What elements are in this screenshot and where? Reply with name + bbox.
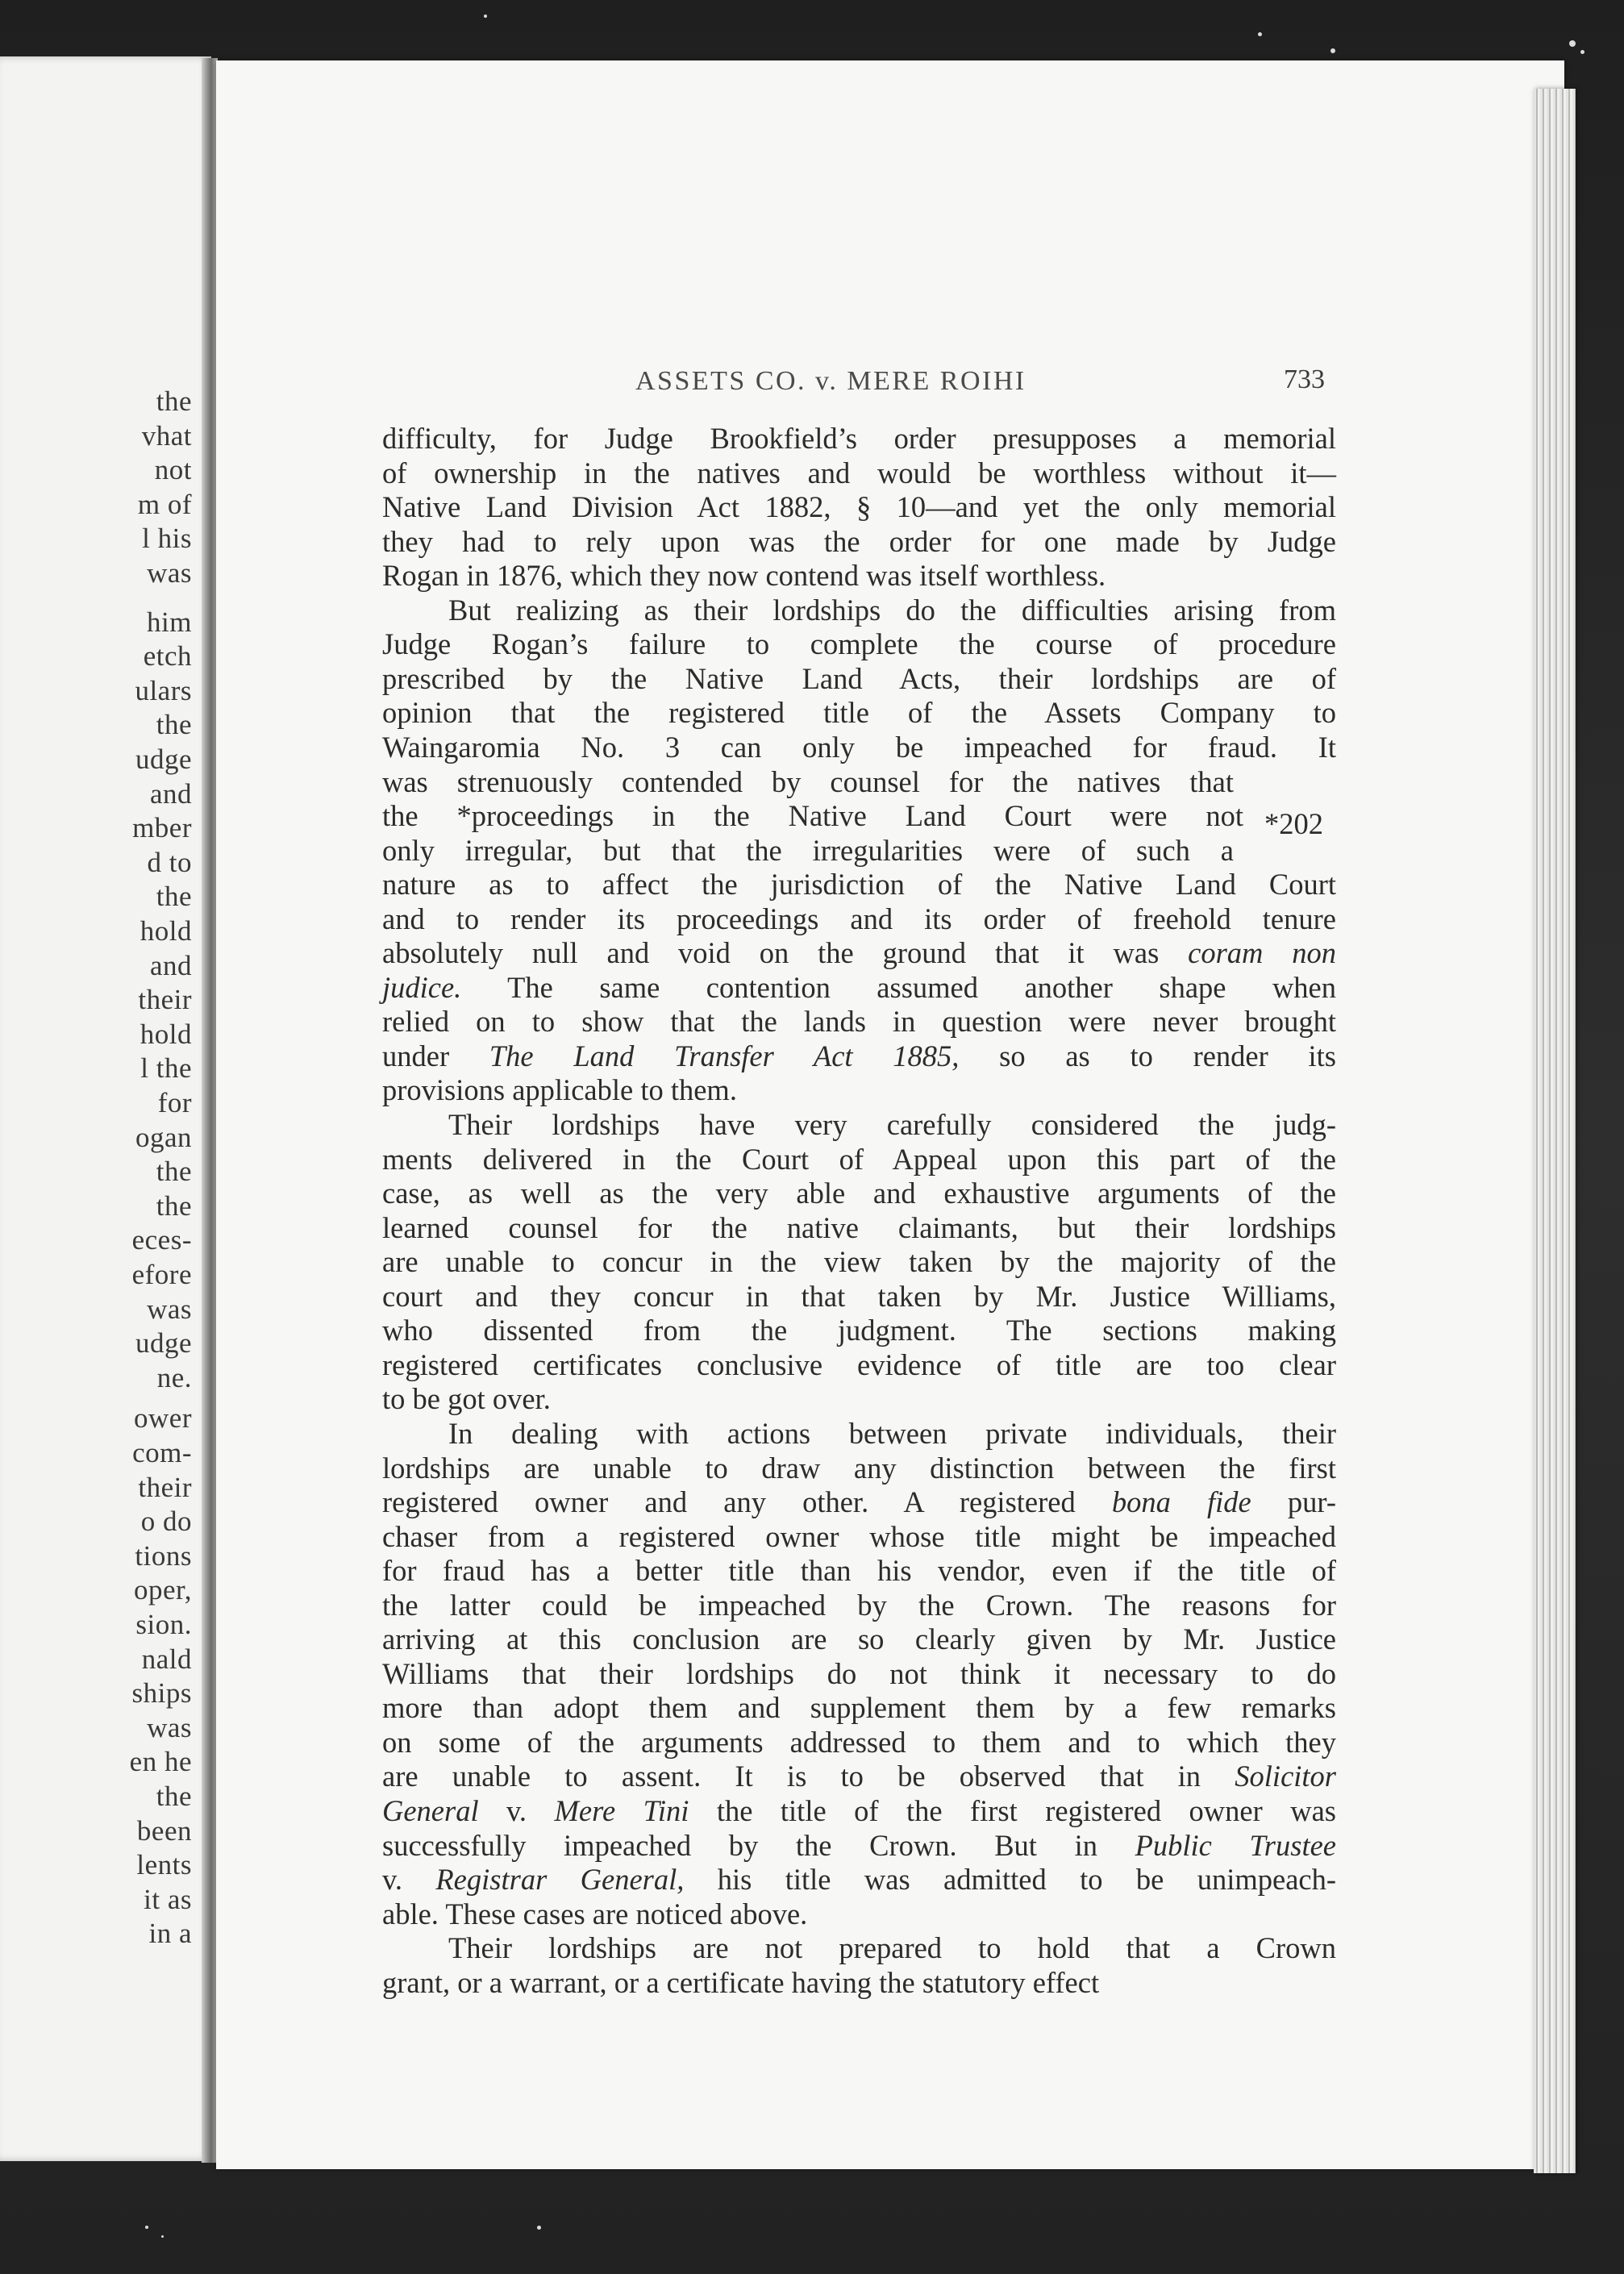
body-line: and to render its proceedings and its order of freehold tenure [382, 902, 1336, 935]
left-page-fragment: the [156, 709, 192, 741]
left-page-fragment: the [156, 385, 192, 417]
left-page-fragment: the [156, 881, 192, 913]
left-facing-page [0, 56, 211, 2161]
left-page-fragment: in a [148, 1918, 192, 1950]
body-line: able. These cases are noticed above. [382, 1897, 808, 1930]
body-line: the latter could be impeached by the Crown. The reasons for [382, 1588, 1336, 1622]
body-line: absolutely null and void on the ground that it was coram non [382, 936, 1336, 970]
body-line: only irregular, but that the irregularities were of such a [382, 833, 1234, 867]
left-page-fragment: been [136, 1814, 192, 1847]
left-page-fragment: d to [147, 846, 192, 878]
body-line: prescribed by the Native Land Acts, their lordships are of [382, 661, 1336, 695]
body-line: was strenuously contended by counsel for the natives that [382, 764, 1234, 798]
scan-speck [161, 2235, 164, 2238]
left-page-fragment: oper, [133, 1574, 192, 1606]
left-page-fragment: eces- [131, 1224, 192, 1256]
left-page-fragment: lents [136, 1849, 192, 1881]
scan-speck [484, 15, 487, 18]
left-page-fragment: was [147, 557, 192, 589]
left-page-fragment: l the [140, 1052, 192, 1085]
body-line: Waingaromia No. 3 can only be impeached for fraud. It [382, 730, 1336, 764]
body-line: registered certificates conclusive evidence of title are too clear [382, 1347, 1336, 1381]
left-page-fragment: was [147, 1711, 192, 1743]
body-line: case, as well as the very able and exhaustive arguments of the [382, 1177, 1336, 1210]
body-line: who dissented from the judgment. The sections making [382, 1314, 1336, 1347]
body-line: grant, or a warrant, or a certificate having the statutory effect [382, 1965, 1100, 1999]
left-page-fragment: ower [134, 1402, 192, 1435]
left-page-fragment: ulars [135, 674, 192, 706]
left-page-fragment: hold [139, 915, 192, 947]
body-line: learned counsel for the native claimants, but their lordships [382, 1210, 1336, 1244]
scan-speck [1569, 40, 1576, 47]
left-page-fragment: not [154, 454, 192, 486]
body-line: Native Land Division Act 1882, § 10—and yet the only memorial [382, 490, 1336, 524]
book-gutter [202, 58, 218, 2163]
body-line: registered owner and any other. A registered bona fide pur- [382, 1485, 1336, 1519]
left-page-fragment: vhat [141, 419, 192, 452]
left-page-fragment: ne. [156, 1361, 192, 1393]
left-page-fragment: nald [141, 1643, 192, 1675]
left-page-fragment: mber [132, 812, 192, 844]
left-page-fragment: o do [140, 1506, 192, 1538]
body-line: of ownership in the natives and would be worthless without it— [382, 456, 1336, 489]
left-page-fragment: ogan [135, 1121, 192, 1153]
body-line: But realizing as their lordships do the difficulties arising from [448, 593, 1336, 627]
body-line: under The Land Transfer Act 1885, so as to render its [382, 1039, 1336, 1072]
body-line: for fraud has a better title than his vendor, even if the title of [382, 1554, 1336, 1588]
left-page-fragment: was [147, 1293, 192, 1325]
body-line: are unable to concur in the view taken by the majority of the [382, 1245, 1336, 1279]
star-page-reference: *202 [1264, 807, 1323, 840]
body-line: General v. Mere Tini the title of the first registered owner was [382, 1794, 1336, 1827]
scan-speck [1258, 32, 1262, 36]
body-line: ments delivered in the Court of Appeal upon this part of the [382, 1142, 1336, 1176]
left-page-fragment: udge [135, 743, 192, 775]
left-page-fragment: efore [131, 1259, 192, 1290]
left-page-fragment: sion. [135, 1609, 192, 1640]
body-line: they had to rely upon was the order for one made by Judge [382, 524, 1336, 558]
left-page-fragment: l his [142, 523, 192, 555]
left-page-fragment: en he [129, 1746, 192, 1778]
left-page-fragment: it as [144, 1883, 192, 1915]
body-line: court and they concur in that taken by Mr. Justice Williams, [382, 1279, 1336, 1313]
body-line: arriving at this conclusion are so clearly given by Mr. Justice [382, 1622, 1336, 1656]
body-line: opinion that the registered title of the Assets Company to [382, 696, 1336, 730]
left-page-fragment: tions [135, 1539, 192, 1572]
scan-speck [1330, 48, 1335, 53]
body-line: are unable to assent. It is to be observed that in Solicitor [382, 1760, 1336, 1793]
scan-speck [145, 2226, 148, 2229]
body-line: nature as to affect the jurisdiction of the Native Land Court [382, 868, 1336, 902]
left-page-fragment: the [156, 1189, 192, 1222]
page-edges [1534, 89, 1576, 2173]
left-page-fragment: their [138, 1471, 192, 1503]
left-page-fragment: etch [143, 640, 192, 673]
running-head: ASSETS CO. v. MERE ROIHI [635, 366, 1026, 396]
scan-speck [1580, 50, 1584, 54]
body-line: difficulty, for Judge Brookfield’s order presupposes a memorial [382, 422, 1336, 455]
left-page-fragment: udge [135, 1327, 192, 1360]
left-page-fragment: their [138, 984, 192, 1016]
left-page-fragment: com- [132, 1437, 192, 1468]
body-line: Rogan in 1876, which they now contend was itself worthless. [382, 559, 1106, 593]
body-line: v. Registrar General, his title was admitted to be unimpeach- [382, 1863, 1336, 1897]
body-line: Judge Rogan’s failure to complete the course of procedure [382, 627, 1336, 661]
left-page-fragment: the [156, 1780, 192, 1812]
left-page-fragment: hold [139, 1018, 192, 1050]
left-page-fragment: m of [137, 488, 192, 520]
body-line: successfully impeached by the Crown. But in Public Trustee [382, 1828, 1337, 1862]
page-number: 733 [1284, 364, 1325, 394]
left-page-fragment: ships [131, 1677, 192, 1710]
body-line: more than adopt them and supplement them by a few remarks [382, 1691, 1336, 1725]
body-line: In dealing with actions between private individuals, their [448, 1416, 1336, 1450]
left-page-fragment: the [156, 1156, 192, 1188]
left-page-fragment: and [149, 949, 192, 981]
body-line: Their lordships are not prepared to hold that a Crown [448, 1931, 1336, 1965]
body-line: the *proceedings in the Native Land Court were not [382, 799, 1243, 833]
body-line: to be got over. [382, 1382, 551, 1416]
body-line: relied on to show that the lands in question were never brought [382, 1005, 1336, 1039]
body-line: chaser from a registered owner whose title might be impeached [382, 1519, 1336, 1553]
body-line: provisions applicable to them. [382, 1073, 737, 1107]
left-page-fragment: him [147, 606, 192, 638]
left-page-fragment: and [149, 777, 192, 810]
body-line: lordships are unable to draw any distinction between the first [382, 1451, 1336, 1485]
scan-speck [537, 2226, 541, 2230]
body-line: judice. The same contention assumed another shape when [382, 970, 1336, 1004]
body-line: Williams that their lordships do not think it necessary to do [382, 1656, 1336, 1690]
body-line: Their lordships have very carefully considered the judg- [448, 1108, 1336, 1141]
left-page-fragment: for [157, 1087, 192, 1118]
body-line: on some of the arguments addressed to them and to which they [382, 1725, 1336, 1759]
